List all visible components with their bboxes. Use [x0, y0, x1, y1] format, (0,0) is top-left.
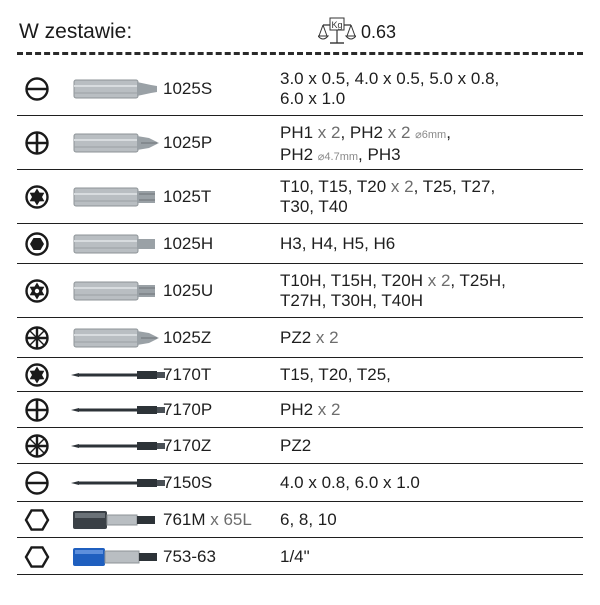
bit-row-1025H — [17, 224, 583, 264]
size-line — [280, 291, 580, 311]
product-code — [163, 79, 212, 99]
size-text: T10H, T15H, T20H — [280, 271, 428, 290]
size-line — [280, 473, 580, 493]
product-code — [163, 510, 252, 530]
product-code-text: 1025H — [163, 234, 214, 253]
size-list — [280, 473, 580, 493]
size-list — [280, 177, 580, 217]
product-code — [163, 187, 211, 207]
torx-icon — [22, 182, 52, 212]
bit-holder-image — [69, 545, 169, 569]
size-text: T15, T20, T25, — [280, 365, 391, 384]
size-line — [280, 177, 580, 197]
size-text: 6, 8, 10 — [280, 510, 337, 529]
size-text: PZ2 — [280, 328, 316, 347]
product-code-text: 7170P — [163, 400, 213, 419]
bit-row-761M — [17, 502, 583, 538]
bit-row-1025U — [17, 264, 583, 318]
size-line — [280, 271, 580, 291]
size-list — [280, 510, 580, 530]
size-line — [280, 510, 580, 530]
slotted-icon — [22, 468, 52, 498]
size-text: PH2 — [280, 145, 318, 164]
size-list — [280, 365, 580, 385]
hex-bit-slotted-image — [69, 77, 169, 101]
bit-row-7170Z — [17, 428, 583, 464]
size-line — [280, 197, 580, 217]
size-text: T30, T40 — [280, 197, 348, 216]
header-divider — [17, 52, 583, 55]
size-text: PH1 — [280, 123, 318, 142]
product-code — [163, 436, 211, 456]
quantity-note: x 2 — [390, 177, 414, 196]
torx-tamper-icon — [22, 276, 52, 306]
quantity-note: x 2 — [387, 123, 416, 142]
size-line — [280, 69, 580, 89]
size-line — [280, 328, 580, 348]
size-text: T10, T15, T20 — [280, 177, 391, 196]
long-bit-slotted-image — [69, 471, 169, 495]
hex-nut-icon — [22, 505, 52, 535]
torx-icon — [22, 360, 52, 390]
size-list — [280, 400, 580, 420]
bit-list — [17, 62, 583, 575]
size-line — [280, 89, 580, 109]
size-text: 4.0 x 0.8, 6.0 x 1.0 — [280, 473, 420, 492]
bit-row-7150S — [17, 464, 583, 502]
size-line — [280, 547, 580, 567]
bit-row-1025T — [17, 170, 583, 224]
hex-bit-hex-image — [69, 232, 169, 256]
long-bit-phillips-image — [69, 398, 169, 422]
hex-bit-phillips-image — [69, 131, 169, 155]
quantity-note: x 2 — [427, 271, 451, 290]
pozidriv-icon — [22, 431, 52, 461]
hex-bit-torx-tamper-image — [69, 279, 169, 303]
size-text: , PH3 — [358, 145, 401, 164]
size-list — [280, 436, 580, 456]
size-line — [280, 123, 580, 145]
hex-bit-torx-image — [69, 185, 169, 209]
product-code-length: x 65L — [205, 510, 252, 529]
size-text: , T25, T27, — [413, 177, 496, 196]
size-text: H3, H4, H5, H6 — [280, 234, 396, 253]
hex-socket-icon — [22, 229, 52, 259]
size-list — [280, 69, 580, 109]
product-code — [163, 365, 211, 385]
product-code-text: 1025S — [163, 79, 213, 98]
size-text: , T25H, — [450, 271, 506, 290]
slotted-icon — [22, 74, 52, 104]
size-line — [280, 234, 580, 254]
product-code-text: 1025T — [163, 187, 212, 206]
long-bit-torx-image — [69, 363, 169, 387]
kg-label: Kg — [331, 20, 343, 30]
size-text: 6.0 x 1.0 — [280, 89, 346, 108]
bit-row-7170P — [17, 392, 583, 428]
size-text: 1/4" — [280, 547, 310, 566]
size-text: 3.0 x 0.5, 4.0 x 0.5, 5.0 x 0.8, — [280, 69, 500, 88]
product-code-text: 7150S — [163, 473, 213, 492]
kg-scale-icon — [318, 17, 356, 47]
product-code — [163, 281, 213, 301]
bit-row-1025P — [17, 116, 583, 170]
weight-value: 0.63 — [361, 22, 397, 42]
size-text: T27H, T30H, T40H — [280, 291, 423, 310]
product-code-text: 1025Z — [163, 328, 212, 347]
product-code — [163, 473, 212, 493]
product-code — [163, 328, 211, 348]
bit-row-1025Z — [17, 318, 583, 358]
product-code-text: 1025P — [163, 133, 213, 152]
product-code-text: 761M — [163, 510, 206, 529]
nut-setter-image — [69, 508, 169, 532]
size-text: , PH2 — [340, 123, 388, 142]
bit-row-753-63 — [17, 538, 583, 575]
product-code — [163, 234, 213, 254]
quantity-note: x 2 — [317, 123, 341, 142]
size-list — [280, 547, 580, 567]
hex-bit-pozidriv-image — [69, 326, 169, 350]
size-line — [280, 145, 580, 167]
bit-row-7170T — [17, 358, 583, 392]
phillips-icon — [22, 395, 52, 425]
size-line — [280, 436, 580, 456]
pozidriv-icon — [22, 323, 52, 353]
product-code-text: 1025U — [163, 281, 214, 300]
product-code-text: 7170Z — [163, 436, 212, 455]
size-text: PZ2 — [280, 436, 312, 455]
header — [0, 0, 600, 64]
size-list — [280, 123, 580, 167]
size-list — [280, 234, 580, 254]
quantity-note: x 2 — [317, 400, 341, 419]
diameter-note: ⌀4.7mm — [317, 151, 359, 163]
quantity-note: x 2 — [315, 328, 339, 347]
product-code-text: 7170T — [163, 365, 212, 384]
size-line — [280, 400, 580, 420]
hex-nut-icon — [22, 542, 52, 572]
product-code — [163, 547, 216, 567]
product-code — [163, 400, 212, 420]
size-text: PH2 — [280, 400, 318, 419]
product-code — [163, 133, 212, 153]
size-line — [280, 365, 580, 385]
long-bit-pozidriv-image — [69, 434, 169, 458]
diameter-note: ⌀6mm — [415, 129, 447, 141]
phillips-icon — [22, 128, 52, 158]
product-code-text: 753-63 — [163, 546, 216, 566]
size-text: , — [446, 123, 451, 142]
size-list — [280, 271, 580, 311]
bit-row-1025S — [17, 62, 583, 116]
header-title: W zestawie: — [19, 20, 133, 43]
size-list — [280, 328, 580, 348]
